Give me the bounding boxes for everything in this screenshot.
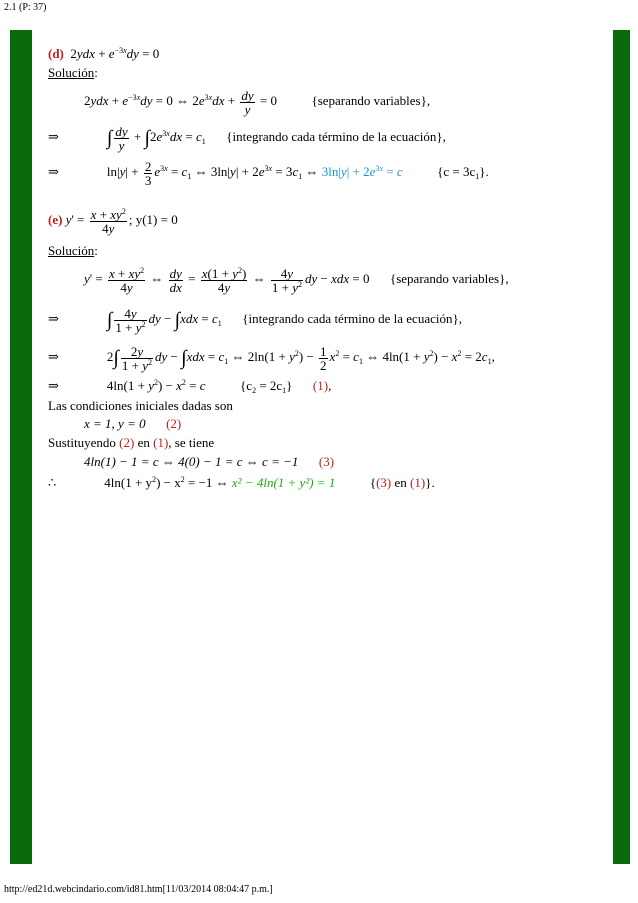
- e-eq3-tag: (3): [318, 454, 335, 469]
- problem-e-initial: y(1) = 0: [135, 212, 178, 227]
- e-step3: ⇒ 2∫ $\frac{2y}{1 + y^2}$ dy − $\int xdx = c_1$ ⇔ $2\ln(1 + y^2)$ − $\frac{1}{2}$ $x^2 = c_1$ ⇔ $4\ln(1 + y^2) - x^2 = 2c_1$,: [48, 343, 495, 373]
- problem-e-statement: (e) y' = $\frac{x + xy^2}{4y}$ ; y(1) = 0: [48, 206, 178, 236]
- solucion-e: Solución:: [48, 243, 98, 258]
- d-step2: ⇒ ∫ $\frac{dy}{y}$ + $\int 2e^{3x}dx = c_1$ {integrando cada término de la ecuación},: [48, 123, 446, 153]
- page-footer-url: http://ed21d.webcindario.com/id81.htm[11/03/2014 08:04:47 p.m.]: [4, 884, 273, 895]
- e-step2: ⇒ ∫ $\frac{4y}{1 + y^2}$ dy − $\int xdx = c_1$ {integrando cada término de la ecuación},: [48, 305, 462, 335]
- e-step5: 4ln(1) − 1 = c ⇔ 4(0) − 1 = c ⇔ c = −1 (3): [84, 454, 335, 469]
- problem-d-label: (d): [48, 46, 64, 61]
- d-step1: $2ydx + e^{-3x}dy = 0$ ⇔ $2e^{3x}dx$ + $\frac{dy}{y}$ = 0 {separando variables},: [84, 87, 431, 117]
- d-step1-note: {separando variables},: [311, 93, 431, 108]
- e-step2-note: {integrando cada término de la ecuación},: [242, 311, 462, 326]
- page-header-label: 2.1 (P: 37): [4, 2, 47, 13]
- problem-d-statement: (d) $2ydx + e^{-3x}dy = 0$: [48, 46, 160, 61]
- right-green-bar: [613, 30, 630, 864]
- e-substitution-text: Sustituyendo (2) en (1), se tiene: [48, 435, 215, 450]
- left-green-bar: [10, 30, 32, 864]
- e-final-note: {(3) en (1)}.: [369, 475, 435, 490]
- e-step1-note: {separando variables},: [389, 271, 509, 286]
- e-eq2-tag: (2): [166, 416, 182, 431]
- d-c-relation: $\{c = 3c_1\}$.: [437, 164, 489, 181]
- d-step2-note: {integrando cada término de la ecuación},: [226, 129, 446, 144]
- e-step1: y' = $\frac{x + xy^2}{4y}$ ⇔ $\frac{dy}{dx}$ = $\frac{x(1 + y^2)}{4y}$ ⇔ $\frac{4y}{1 + y^2}$ dy − xdx = 0 {separando variables},: [84, 265, 509, 295]
- e-conditions-values: x = 1, y = 0 (2): [84, 416, 182, 431]
- problem-e-label: (e): [48, 212, 63, 227]
- e-step4: ⇒ $4\ln(1 + y^2) - x^2 = c$ $\{c_2 = 2c_1\}$ (1),: [48, 378, 332, 395]
- d-result: $3\ln|y| + 2e^{3x} = c$: [321, 164, 403, 179]
- e-result: x² − 4ln(1 + y²) = 1: [231, 475, 336, 490]
- e-c-relation: $\{c_2 = 2c_1\}$: [240, 378, 293, 395]
- document-content: [32, 30, 613, 864]
- d-step3: ⇒ ln|y| + $\frac{2}{3}$ $e^{3x} = c_1$ ⇔ $3\ln|y| + 2e^{3x} = 3c_1$ ⇔ $3\ln|y| + 2e^{3x} = c$ $\{c = 3c_1\}$.: [48, 158, 489, 188]
- e-final: ∴ $4\ln(1 + y^2) - x^2 = -1$ ⇔ x² − 4ln(1 + y²) = 1 {(3) en (1)}.: [48, 475, 435, 490]
- e-eq1-tag: (1): [312, 378, 329, 393]
- solucion-d: Solución:: [48, 65, 98, 80]
- e-conditions-text: Las condiciones iniciales dadas son: [48, 398, 233, 413]
